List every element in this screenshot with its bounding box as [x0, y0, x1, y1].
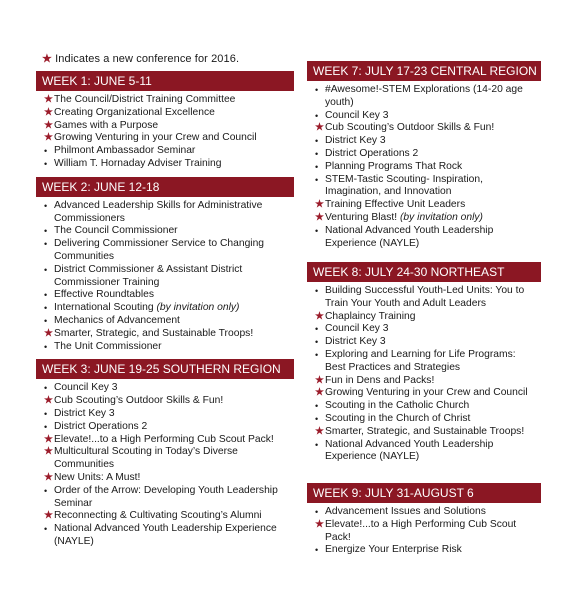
new-star-icon: ★ — [315, 199, 324, 211]
session-item — [307, 199, 541, 212]
session-title: National Advanced Youth Leadership Experience (NAYLE) — [54, 523, 277, 547]
session-list — [36, 94, 294, 171]
session-item — [36, 395, 294, 408]
session-item — [307, 161, 541, 174]
session-title: District Key 3 — [325, 135, 386, 147]
session-title: Energize Your Enterprise Risk — [325, 544, 462, 556]
session-item — [36, 421, 294, 434]
session-item — [36, 225, 294, 238]
bullet-icon: • — [44, 303, 48, 314]
session-title: Philmont Ambassador Seminar — [54, 145, 196, 157]
bullet-icon: • — [44, 408, 48, 419]
bullet-icon: • — [315, 85, 319, 95]
session-item — [307, 148, 541, 161]
new-star-icon: ★ — [315, 374, 324, 386]
session-item — [36, 94, 294, 107]
session-item — [307, 122, 541, 135]
session-title: Smarter, Strategic, and Sustainable Troops! — [54, 327, 254, 339]
week-header: WEEK 2: JUNE 12-18 — [36, 177, 294, 197]
session-item — [36, 264, 294, 290]
session-title: Chaplaincy Training — [325, 310, 416, 322]
left-column — [36, 52, 294, 555]
new-star-icon: ★ — [315, 425, 324, 437]
bullet-icon: • — [315, 401, 319, 412]
session-item — [307, 110, 541, 123]
session-item — [307, 285, 541, 311]
session-item — [307, 506, 541, 519]
week-header: WEEK 3: JUNE 19-25 SOUTHERN REGION — [36, 359, 294, 379]
bullet-icon: • — [44, 421, 48, 432]
session-title: Growing Venturing in your Crew and Council — [325, 387, 528, 399]
bullet-icon: • — [315, 286, 319, 296]
bullet-icon: • — [315, 148, 319, 159]
new-star-icon: ★ — [44, 471, 53, 483]
session-title: National Advanced Youth Leadership Experience (NAYLE) — [325, 438, 494, 463]
session-item — [307, 225, 541, 251]
session-title: Mechanics of Advancement — [54, 314, 180, 326]
session-title: Advancement Issues and Solutions — [325, 506, 486, 517]
session-title: Building Successful Youth-Led Units: You to Train Your Youth and Adult Leaders — [325, 285, 525, 309]
session-title: Scouting in the Catholic Church — [325, 400, 470, 412]
new-marker-icon: ★ — [42, 53, 52, 65]
session-title: Growing Venturing in your Crew and Council — [54, 132, 257, 144]
bullet-icon: • — [315, 507, 319, 517]
session-item — [36, 200, 294, 226]
session-title: Effective Roundtables — [54, 289, 154, 301]
session-title: The Council Commissioner — [54, 225, 178, 237]
bullet-icon: • — [44, 485, 48, 496]
session-item — [36, 382, 294, 395]
session-title: District Key 3 — [54, 407, 115, 419]
session-title: Council Key 3 — [54, 382, 118, 394]
session-title: Council Key 3 — [325, 109, 389, 121]
session-item — [36, 510, 294, 523]
session-item — [36, 302, 294, 315]
session-title: Creating Organizational Excellence — [54, 106, 215, 118]
bullet-icon: • — [44, 146, 48, 157]
bullet-icon: • — [44, 341, 48, 352]
session-title: Cub Scouting’s Outdoor Skills & Fun! — [325, 122, 495, 134]
session-title: Scouting in the Church of Christ — [325, 412, 471, 424]
new-star-icon: ★ — [44, 132, 53, 144]
bullet-icon: • — [44, 200, 48, 211]
bullet-icon: • — [315, 110, 319, 121]
session-item — [307, 426, 541, 439]
session-title: New Units: A Must! — [54, 471, 141, 483]
session-item — [307, 400, 541, 413]
bullet-icon: • — [44, 290, 48, 301]
session-item — [36, 107, 294, 120]
session-item — [36, 341, 294, 354]
week-header: WEEK 8: JULY 24-30 NORTHEAST — [307, 262, 541, 282]
session-title: Order of the Arrow: Developing Youth Leadership Seminar — [54, 484, 278, 509]
session-title: Exploring and Learning for Life Programs: Best Practices and Strategies — [325, 348, 516, 373]
session-item — [36, 408, 294, 421]
session-item — [307, 387, 541, 400]
session-title: Multicultural Scouting in Today’s Diverse Communities — [54, 446, 238, 471]
session-list — [307, 285, 541, 464]
week-block — [307, 483, 541, 557]
bullet-icon: • — [315, 439, 319, 450]
session-item — [307, 439, 541, 465]
session-note: (by invitation only) — [400, 211, 483, 223]
session-note: (by invitation only) — [156, 302, 240, 314]
session-item — [36, 328, 294, 341]
new-star-icon: ★ — [315, 310, 324, 322]
new-star-icon: ★ — [44, 510, 53, 522]
session-item — [36, 523, 294, 549]
session-title: District Operations 2 — [325, 147, 419, 159]
bullet-icon: • — [315, 413, 319, 424]
session-title: Cub Scouting’s Outdoor Skills & Fun! — [54, 395, 224, 407]
session-title: Fun in Dens and Packs! — [325, 374, 435, 386]
new-star-icon: ★ — [315, 211, 324, 223]
bullet-icon: • — [44, 226, 48, 237]
week-block — [36, 359, 294, 548]
session-item — [36, 472, 294, 485]
session-item — [307, 212, 541, 225]
new-star-icon: ★ — [44, 106, 53, 118]
session-item — [36, 132, 294, 145]
session-item — [36, 446, 294, 472]
session-item — [307, 349, 541, 375]
session-item — [307, 336, 541, 349]
week-block — [307, 61, 541, 250]
session-title: International Scouting — [54, 302, 154, 314]
session-title: STEM-Tastic Scouting- Inspiration, Imagination, and Innovation — [325, 173, 483, 198]
bullet-icon: • — [44, 383, 48, 394]
session-item — [36, 145, 294, 158]
session-list — [36, 382, 294, 548]
session-title: Council Key 3 — [325, 323, 389, 335]
session-title: District Key 3 — [325, 336, 386, 348]
session-item — [307, 174, 541, 200]
new-conference-note — [42, 52, 294, 65]
bullet-icon: • — [44, 524, 48, 535]
session-title: National Advanced Youth Leadership Experience (NAYLE) — [325, 224, 494, 249]
bullet-icon: • — [315, 545, 319, 556]
bullet-icon: • — [44, 158, 48, 169]
session-title: William T. Hornaday Adviser Training — [54, 157, 222, 169]
session-title: Advanced Leadership Skills for Administrative Commissioners — [54, 199, 263, 224]
week-header: WEEK 7: JULY 17-23 CENTRAL REGION — [307, 61, 541, 81]
session-item — [307, 323, 541, 336]
session-title: Venturing Blast! — [325, 211, 398, 223]
session-item — [36, 434, 294, 447]
session-title: Elevate!...to a High Performing Cub Scout Pack! — [54, 433, 274, 445]
session-title: #Awesome!-STEM Explorations (14-20 age youth) — [325, 84, 523, 108]
new-star-icon: ★ — [44, 446, 53, 458]
session-title: Training Effective Unit Leaders — [325, 199, 466, 211]
week-block — [36, 177, 294, 354]
new-star-icon: ★ — [44, 94, 53, 105]
session-title: Planning Programs That Rock — [325, 160, 463, 172]
session-item — [36, 158, 294, 171]
bullet-icon: • — [44, 264, 48, 275]
session-item — [307, 544, 541, 557]
session-list — [307, 84, 541, 250]
bullet-icon: • — [315, 161, 319, 172]
new-star-icon: ★ — [315, 387, 324, 399]
bullet-icon: • — [315, 136, 319, 147]
bullet-icon: • — [315, 324, 319, 335]
session-list — [307, 506, 541, 557]
session-item — [36, 315, 294, 328]
note-text: Indicates a new conference for 2016. — [55, 53, 240, 65]
bullet-icon: • — [315, 349, 319, 360]
bullet-icon: • — [315, 337, 319, 348]
session-title: Delivering Commissioner Service to Changing Communities — [54, 238, 265, 262]
week-block — [36, 71, 294, 171]
session-item — [307, 135, 541, 148]
week-block — [307, 262, 541, 464]
session-item — [36, 120, 294, 133]
session-title: Elevate!...to a High Performing Cub Scout Pack! — [325, 518, 517, 543]
session-title: Reconnecting & Cultivating Scouting’s Alumni — [54, 510, 262, 522]
session-list — [36, 200, 294, 354]
session-title: The Council/District Training Committee — [54, 94, 236, 105]
left-week-list — [36, 71, 294, 549]
session-title: The Unit Commissioner — [54, 340, 162, 352]
session-title: District Commissioner & Assistant District Commissioner Training — [54, 263, 243, 288]
new-star-icon: ★ — [315, 518, 324, 530]
new-star-icon: ★ — [44, 327, 53, 339]
week-header: WEEK 1: JUNE 5-11 — [36, 71, 294, 91]
session-title: Games with a Purpose — [54, 119, 159, 131]
session-title: Smarter, Strategic, and Sustainable Troops! — [325, 425, 525, 437]
session-item — [36, 289, 294, 302]
new-star-icon: ★ — [44, 395, 53, 407]
new-star-icon: ★ — [315, 122, 324, 134]
bullet-icon: • — [44, 239, 48, 250]
session-item — [307, 413, 541, 426]
new-star-icon: ★ — [44, 119, 53, 131]
new-star-icon: ★ — [44, 433, 53, 445]
session-item — [307, 311, 541, 324]
bullet-icon: • — [315, 225, 319, 236]
bullet-icon: • — [44, 315, 48, 326]
session-title: District Operations 2 — [54, 420, 148, 432]
session-item — [36, 238, 294, 264]
session-item — [307, 519, 541, 545]
week-header: WEEK 9: JULY 31-AUGUST 6 — [307, 483, 541, 503]
bottom-fade — [0, 578, 585, 605]
session-item — [307, 375, 541, 388]
session-item — [307, 84, 541, 110]
session-item — [36, 485, 294, 511]
bullet-icon: • — [315, 174, 319, 185]
